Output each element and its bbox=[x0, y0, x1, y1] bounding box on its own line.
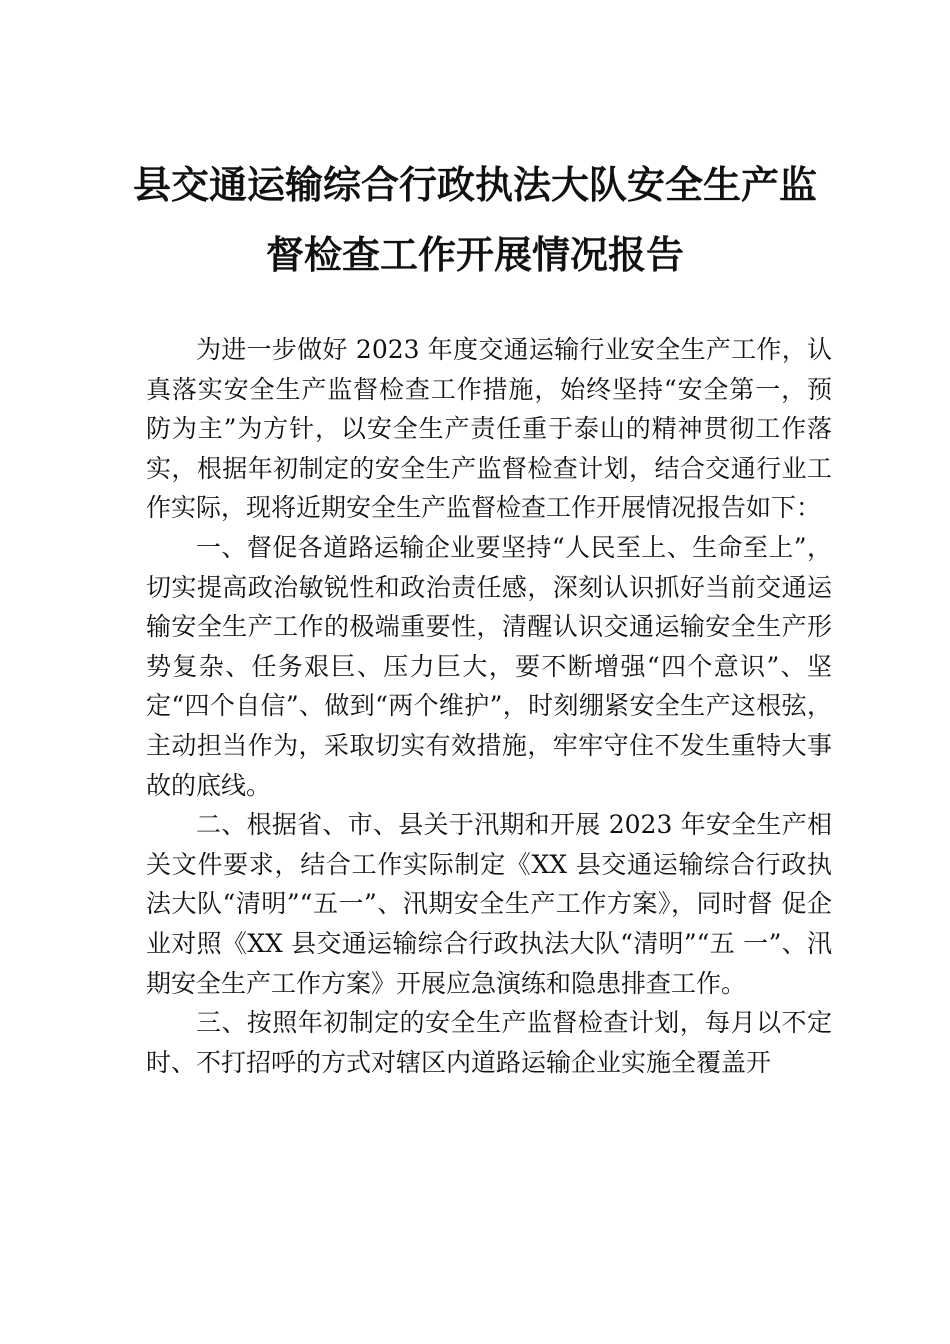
paragraph-intro: 为进一步做好 2023 年度交通运输行业安全生产工作，认真落实安全生产监督检查工作措施，始终坚持“安全第一，预防为主”为方针，以安全生产责任重于泰山的精神贯彻工作落实，根据年初制定的安全生产监督检查计划，结合交通行业工作实际，现将近期安全生产监督检查工作开展情况报告如下： bbox=[146, 335, 832, 523]
document-body bbox=[146, 330, 832, 1082]
document-title-line-1: 县交通运输综合行政执法大队安全生产监 bbox=[132, 162, 817, 207]
paragraph-section-1: 一、督促各道路运输企业要坚持“人民至上、生命至上”，切实提高政治敏锐性和政治责任感，深刻认识抓好当前交通运输安全生产工作的极端重要性，清醒认识交通运输安全生产形势复杂、任务艰巨、压力巨大，要不断增强“四个意识”、坚定“四个自信”、做到“两个维护”，时刻绷紧安全生产这根弦，主动担当作为，采取切实有效措施，牢牢守住不发生重特大事故的底线。 bbox=[146, 532, 832, 800]
paragraph-section-2: 二、根据省、市、县关于汛期和开展 2023 年安全生产相关文件要求，结合工作实际制定《XX 县交通运输综合行政执法大队“清明”“五一”、汛期安全生产工作方案》，同时督 促企业对照《XX 县交通运输综合行政执法大队“清明”“五 一”、汛期安全生产工作方案》开展应急演练和隐患排查工作。 bbox=[146, 810, 832, 998]
paragraph-section-3: 三、按照年初制定的安全生产监督检查计划，每月以不定时、不打招呼的方式对辖区内道路运输企业实施全覆盖开 bbox=[146, 1008, 832, 1077]
document-title-line-2: 督检查工作开展情况报告 bbox=[265, 232, 684, 277]
